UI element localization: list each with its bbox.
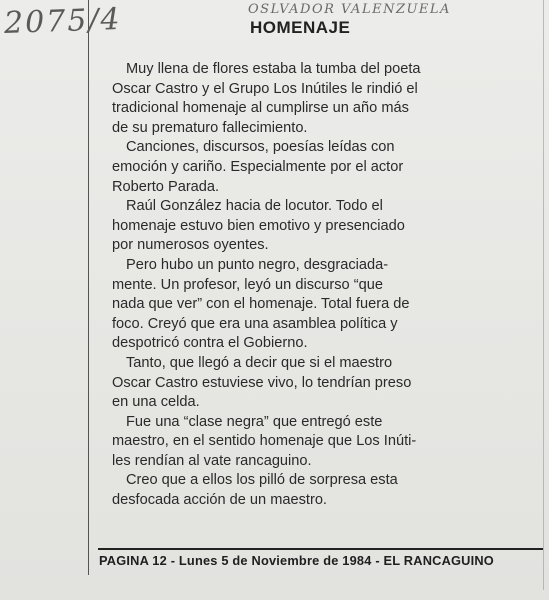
article-paragraph: Raúl González hacia de locutor. Todo el homenaje estuvo bien emotivo y presenciado por numerosos oyentes. (112, 198, 405, 254)
footer-rule (98, 548, 543, 550)
clipping-right-edge (543, 0, 544, 590)
article-paragraph: Canciones, discursos, poesías leídas con emoción y cariño. Especialmente por el actor Roberto Parada. (112, 139, 404, 195)
article-title: HOMENAJE (250, 18, 351, 37)
article-paragraph: Muy llena de flores estaba la tumba del poeta Oscar Castro y el Grupo Los Inútiles le rindió el tradicional homenaje al cumplirse un año más de su prematuro fallecimiento. (112, 61, 421, 136)
page-footer: PAGINA 12 - Lunes 5 de Noviembre de 1984 - EL RANCAGUINO (99, 553, 494, 568)
handwritten-archive-number: 2075/4 (3, 1, 123, 42)
article-paragraph: Fue una “clase negra” que entregó este maestro, en el sentido homenaje que Los Inúti- les rendían al vate rancaguino. (112, 413, 417, 469)
article-body (112, 60, 472, 511)
handwritten-author-name: OSLVADOR VALENZUELA (248, 2, 451, 17)
article-paragraph: Tanto, que llegó a decir que si el maestro Oscar Castro estuviese vivo, lo tendrían preso en una celda. (112, 354, 412, 411)
clipping-left-edge (88, 0, 89, 575)
article-paragraph: Creo que a ellos los pilló de sorpresa esta desfocada acción de un maestro. (112, 472, 398, 509)
article-paragraph: Pero hubo un punto negro, desgraciada- mente. Un profesor, leyó un discurso “que nada que ver” con el homenaje. Total fuera de foco. Creyó que era una asamblea política y despotricó contra el Gobierno. (112, 256, 410, 352)
